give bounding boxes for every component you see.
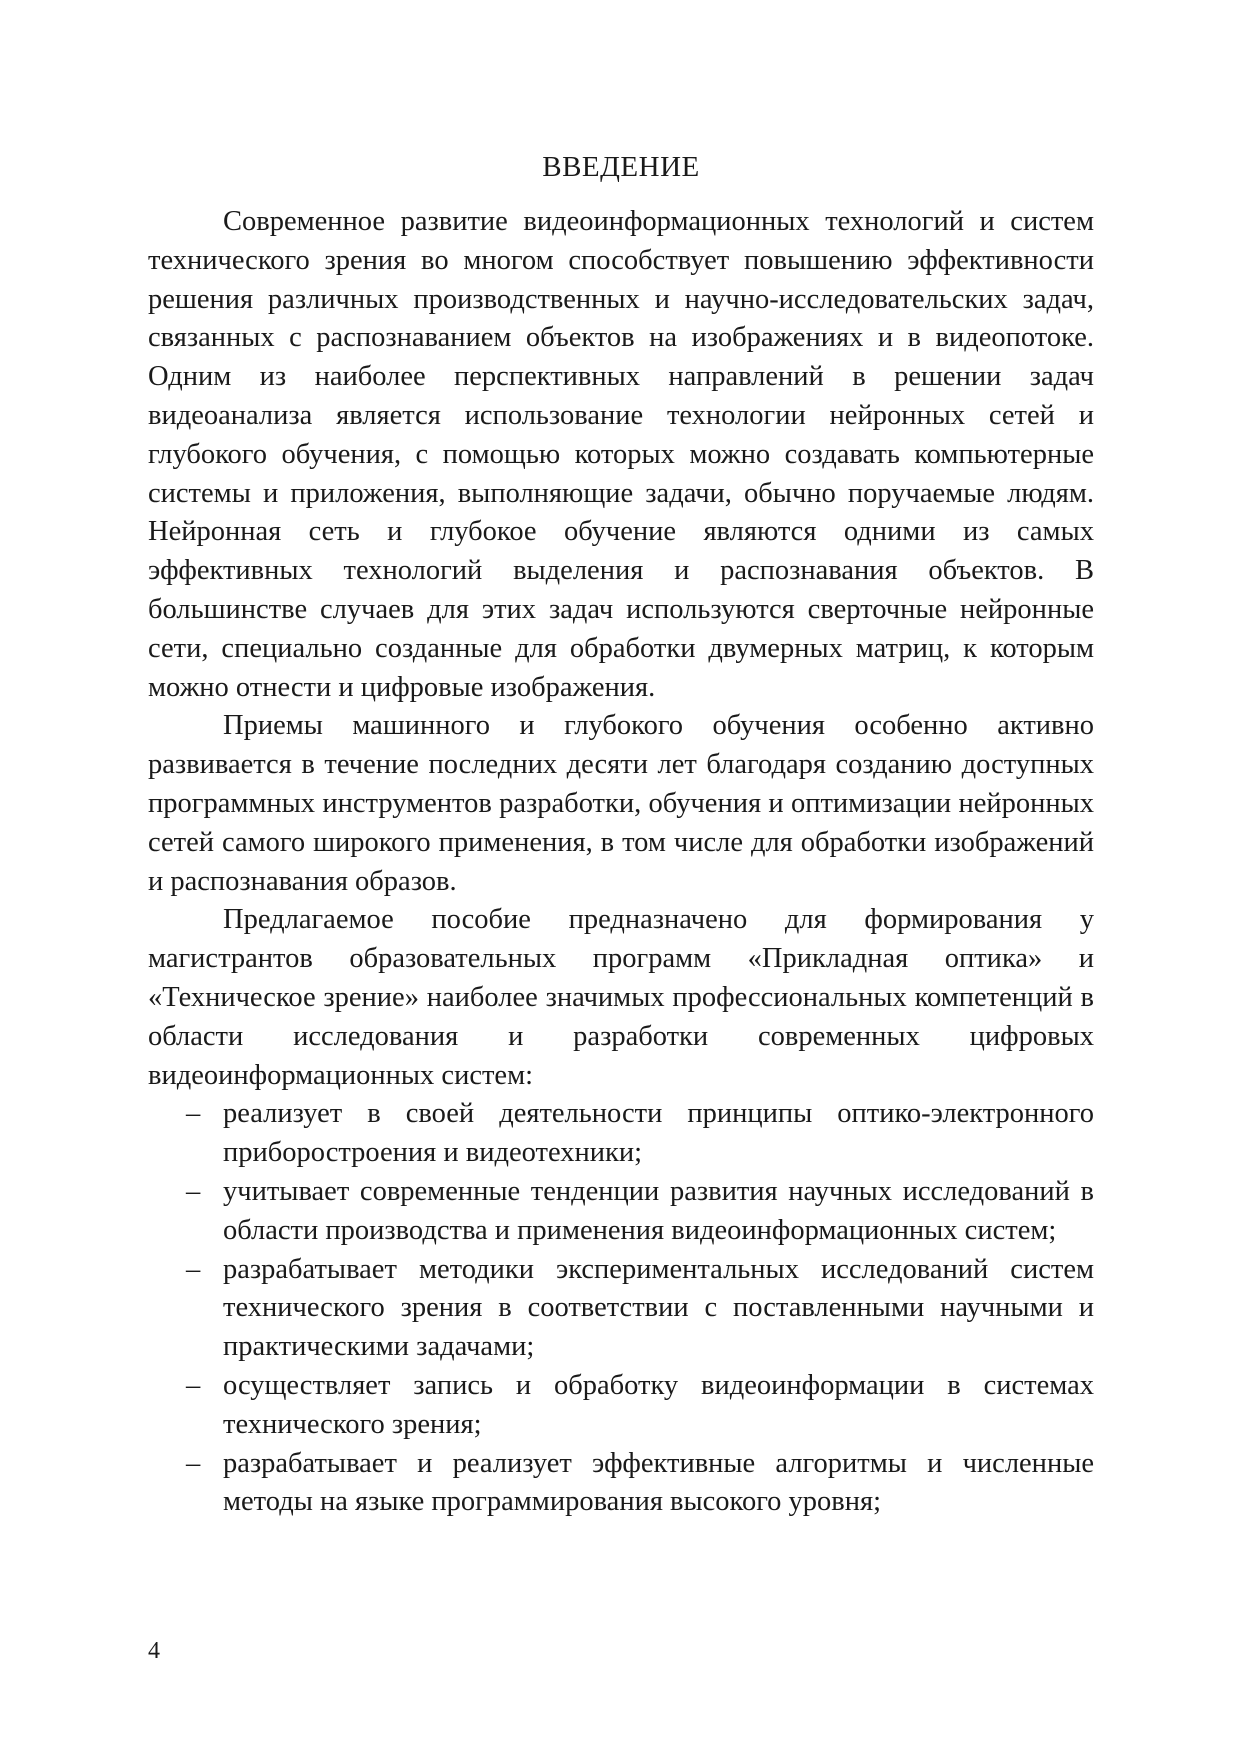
list-dash: – (186, 1447, 201, 1479)
list-item (148, 1445, 1094, 1523)
list-item-text: реализует в своей деятельности принципы оптико-электронного приборостроения и видеотехники; (223, 1098, 1094, 1169)
body-text (148, 203, 1094, 1522)
list-dash: – (186, 1098, 201, 1130)
list-item (148, 1251, 1094, 1367)
list-item-text: разрабатывает и реализует эффективные алгоритмы и численные методы на языке программирования высокого уровня; (223, 1447, 1094, 1518)
page-number: 4 (148, 1638, 160, 1664)
list-dash: – (186, 1175, 201, 1207)
list-dash: – (186, 1369, 201, 1401)
competencies-list (148, 1095, 1094, 1522)
list-dash: – (186, 1253, 201, 1285)
section-heading: ВВЕДЕНИЕ (542, 151, 700, 183)
paragraph-methods: Приемы машинного и глубокого обучения особенно активно развивается в течение последних десяти лет благодаря созданию доступных программных инструментов разработки, обучения и оптимизации нейронных сетей самого широкого применения, в том числе для обработки изображений и распознавания образов. (148, 710, 1094, 897)
list-item (148, 1367, 1094, 1445)
list-item (148, 1173, 1094, 1251)
list-item-text: осуществляет запись и обработку видеоинформации в системах технического зрения; (223, 1369, 1094, 1440)
list-item (148, 1095, 1094, 1173)
list-item-text: учитывает современные тенденции развития научных исследований в области производства и применения видеоинформационных систем; (223, 1175, 1094, 1246)
paragraph-intro: Современное развитие видеоинформационных технологий и систем технического зрения во многом способствует повышению эффективности решения различных производственных и научно-исследовательских задач, связанных с распознаванием объектов на изображениях и в видеопотоке. Одним из наиболее перспективных направлений в решении задач видеоанализа является использование технологии нейронных сетей и глубокого обучения, с помощью которых можно создавать компьютерные системы и приложения, выполняющие задачи, обычно поручаемые людям. Нейронная сеть и глубокое обучение являются одними из самых эффективных технологий выделения и распознавания объектов. В большинстве случаев для этих задач используются сверточные нейронные сети, специально созданные для обработки двумерных матриц, к которым можно отнести и цифровые изображения. (148, 206, 1094, 703)
list-item-text: разрабатывает методики экспериментальных исследований систем технического зрения в соответствии с поставленными научными и практическими задачами; (223, 1253, 1094, 1363)
paragraph-purpose: Предлагаемое пособие предназначено для формирования у магистрантов образовательных программ «Прикладная оптика» и «Техническое зрение» наиболее значимых профессиональных компетенций в области исследования и разработки современных цифровых видеоинформационных систем: (148, 904, 1094, 1091)
